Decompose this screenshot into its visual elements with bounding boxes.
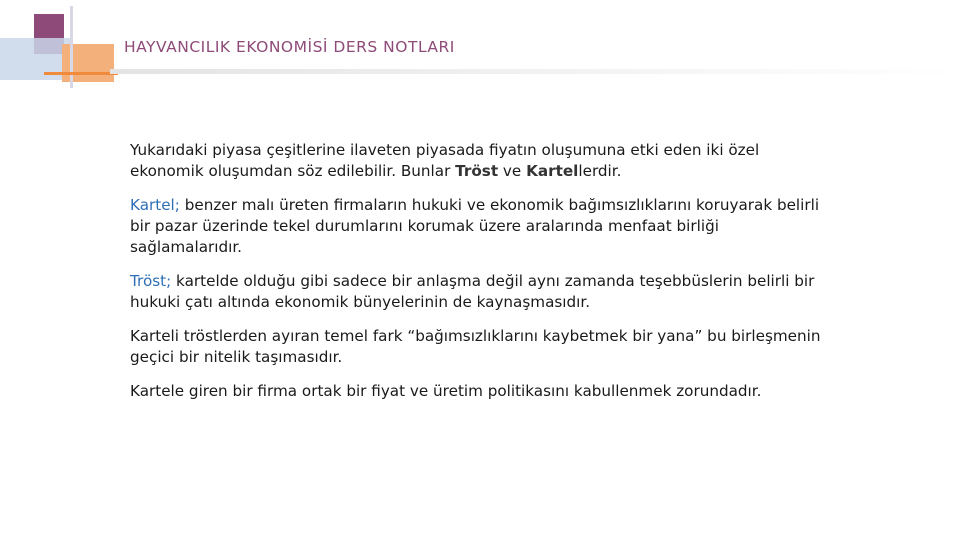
paragraph-kartel: [130, 195, 830, 258]
kartel-definition: benzer malı üreten firmaların hukuki ve ekonomik bağımsızlıklarını koruyarak belirli bir pazar üzerinde tekel durumlarını korumak üzere aralarında menfaat birliği sağlamalarıdır.: [130, 196, 820, 256]
slide-content: [130, 140, 830, 415]
paragraph-difference: Karteli tröstlerden ayıran temel fark “bağımsızlıklarını kaybetmek bir yana” bu birleşmenin geçici bir nitelik taşımasıdır.: [130, 327, 821, 366]
trost-definition: kartelde olduğu gibi sadece bir anlaşma değil aynı zamanda teşebbüslerin belirli bir hukuki çatı altında ekonomik bünyelerinin de kaynaşmasıdır.: [130, 272, 815, 311]
decor-orange-line: [44, 72, 118, 75]
header-rule: [110, 69, 960, 74]
page-title: HAYVANCILIK EKONOMİSİ DERS NOTLARI: [124, 38, 455, 56]
term-trost: Tröst;: [130, 272, 172, 290]
intro-text-a: Yukarıdaki piyasa çeşitlerine ilaveten piyasada fiyatın oluşumuna etki eden iki özel ekonomik oluşumdan söz edilebilir. Bunlar: [130, 141, 760, 180]
decor-vertical-line: [70, 6, 73, 88]
intro-bold-trost: Tröst: [455, 162, 499, 180]
paragraph-intro: [130, 140, 830, 182]
paragraph-trost: [130, 271, 830, 313]
paragraph-kartel-policy: Kartele giren bir firma ortak bir fiyat ve üretim politikasını kabullenmek zorundadır.: [130, 382, 762, 400]
term-kartel: Kartel;: [130, 196, 180, 214]
intro-text-b: ve: [498, 162, 527, 180]
intro-text-c: lerdir.: [578, 162, 622, 180]
intro-bold-kartel: Kartel: [526, 162, 579, 180]
